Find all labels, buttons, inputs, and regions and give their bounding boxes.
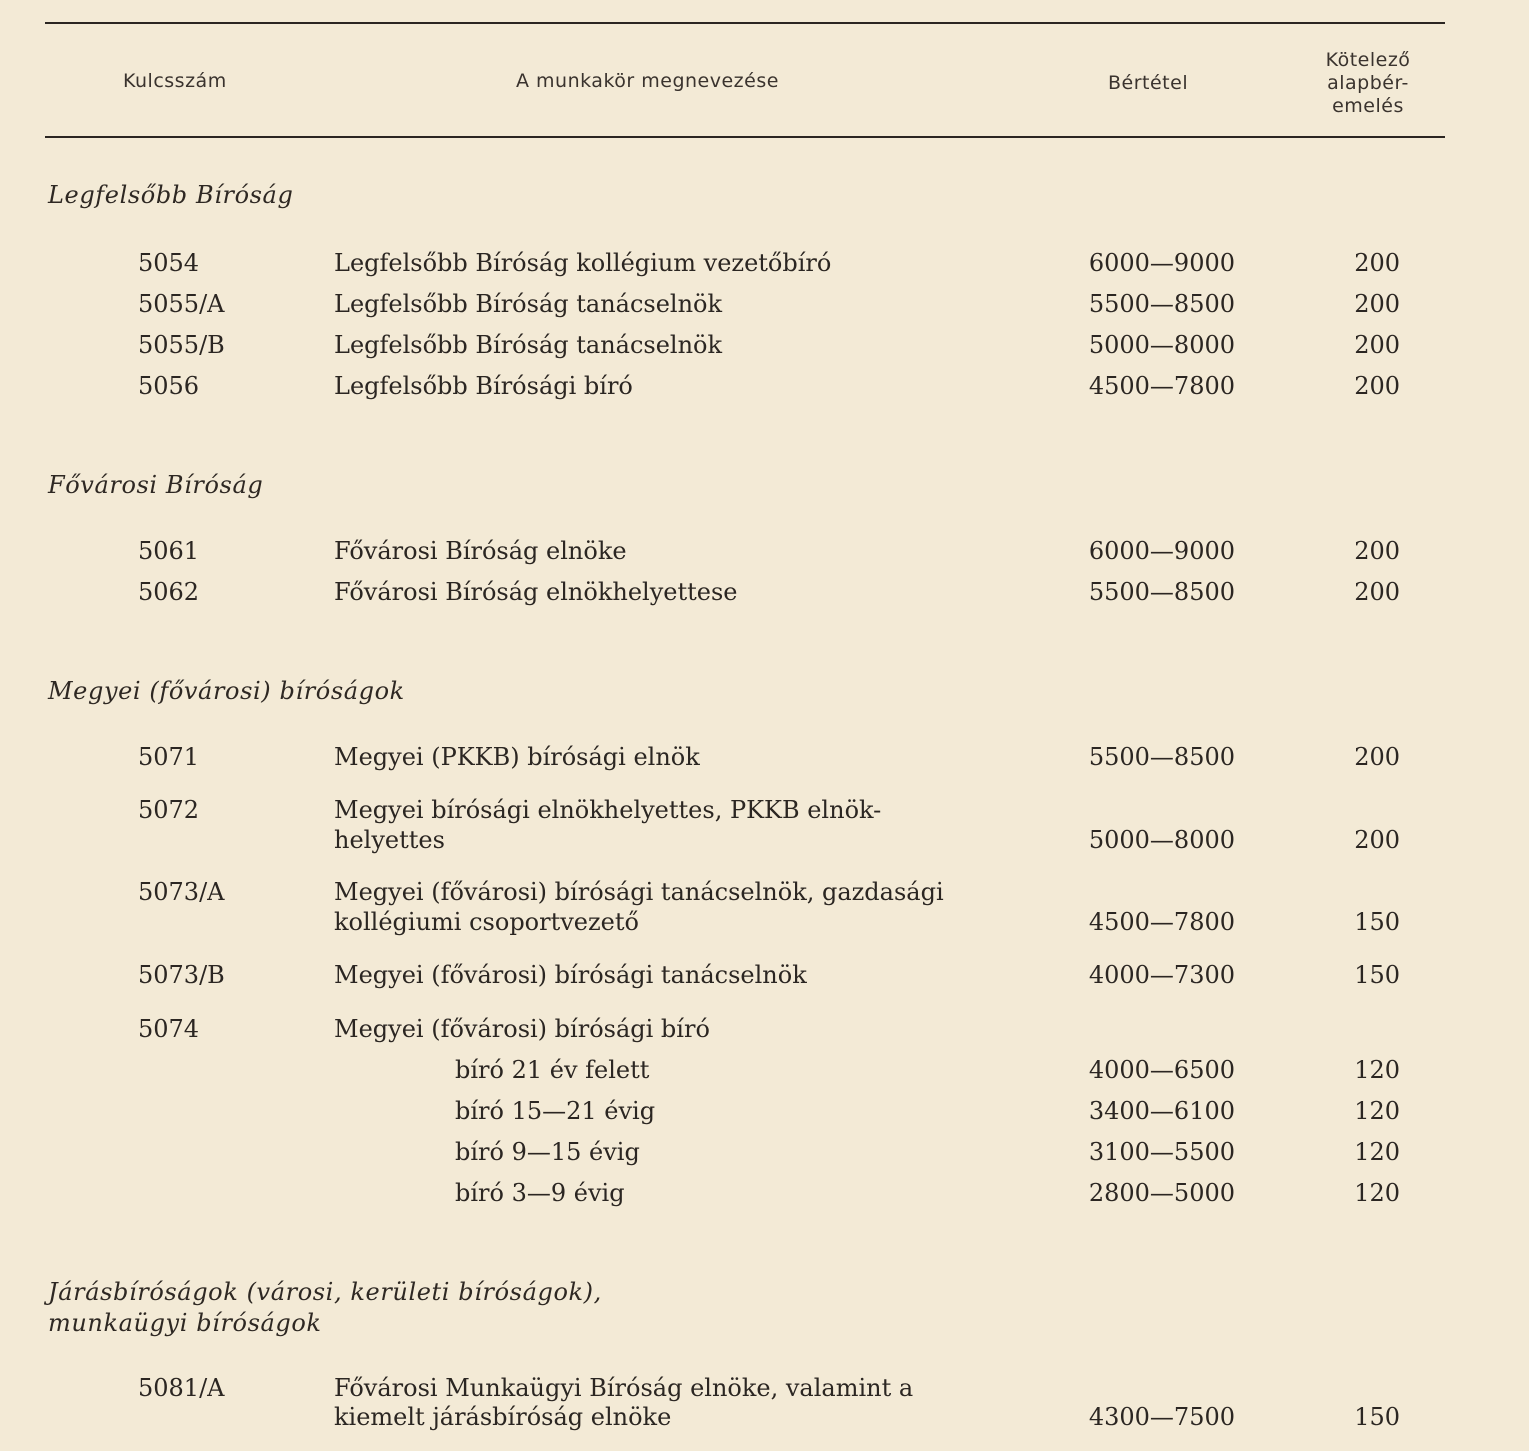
- row-rate: 5500—8500: [1088, 578, 1235, 606]
- top-rule: [45, 22, 1445, 24]
- row-key: 5072: [138, 796, 200, 824]
- subrow-name: bíró 3—9 évig: [455, 1179, 625, 1207]
- row-name: Fővárosi Bíróság elnökhelyettese: [334, 578, 738, 606]
- row-name: Fővárosi Bíróság elnöke: [334, 537, 627, 565]
- section-title-line2: munkaügyi bíróságok: [48, 1309, 322, 1337]
- column-header-raise-line1: Kötelező: [1325, 49, 1411, 71]
- subrow-rate: 4000—6500: [1088, 1056, 1235, 1084]
- row-raise: 150: [1354, 908, 1400, 936]
- row-key: 5054: [138, 249, 200, 277]
- row-name-line: Megyei (fővárosi) bírósági tanácselnök, gazdasági: [334, 878, 944, 906]
- row-rate: 5000—8000: [1088, 826, 1235, 854]
- row-key: 5071: [138, 743, 200, 771]
- row-rate: 4000—7300: [1088, 961, 1235, 989]
- row-rate: 4500—7800: [1088, 908, 1235, 936]
- section-title: Járásbíróságok (városi, kerületi bíróságok),: [48, 1278, 602, 1306]
- column-header-rate: Bértétel: [1108, 72, 1189, 94]
- row-raise: 200: [1354, 331, 1400, 359]
- row-name-line: Megyei bírósági elnökhelyettes, PKKB elnök-: [334, 796, 882, 824]
- section-title: Fővárosi Bíróság: [48, 471, 264, 499]
- row-raise: 200: [1354, 249, 1400, 277]
- column-header-raise-line3: emelés: [1332, 95, 1404, 117]
- row-name: Legfelsőbb Bírósági bíró: [334, 372, 633, 400]
- row-rate: 4300—7500: [1088, 1403, 1235, 1431]
- row-name: Megyei (fővárosi) bírósági bíró: [334, 1015, 710, 1043]
- row-name: Legfelsőbb Bíróság tanácselnök: [334, 331, 723, 359]
- row-key: 5055/A: [138, 290, 225, 318]
- row-raise: 150: [1354, 961, 1400, 989]
- row-key: 5074: [138, 1015, 200, 1043]
- row-raise: 200: [1354, 372, 1400, 400]
- row-raise: 200: [1354, 826, 1400, 854]
- row-name: Megyei (fővárosi) bírósági tanácselnök: [334, 961, 807, 989]
- header-rule: [45, 136, 1445, 138]
- row-name: Megyei (PKKB) bírósági elnök: [334, 743, 700, 771]
- subrow-rate: 3100—5500: [1088, 1138, 1235, 1166]
- row-raise: 200: [1354, 290, 1400, 318]
- row-rate: 6000—9000: [1088, 249, 1235, 277]
- row-rate: 4500—7800: [1088, 372, 1235, 400]
- row-key: 5056: [138, 372, 200, 400]
- row-raise: 150: [1354, 1403, 1400, 1431]
- row-key: 5073/A: [138, 878, 225, 906]
- row-key: 5062: [138, 578, 200, 606]
- subrow-rate: 3400—6100: [1088, 1097, 1235, 1125]
- row-name-line: kollégiumi csoportvezető: [334, 908, 639, 936]
- row-key: 5061: [138, 537, 200, 565]
- row-rate: 5500—8500: [1088, 743, 1235, 771]
- column-header-key: Kulcsszám: [123, 70, 227, 92]
- subrow-raise: 120: [1354, 1097, 1400, 1125]
- row-rate: 6000—9000: [1088, 537, 1235, 565]
- row-name-line: kiemelt járásbíróság elnöke: [334, 1403, 672, 1431]
- row-rate: 5500—8500: [1088, 290, 1235, 318]
- column-header-raise: [1300, 49, 1436, 118]
- row-name: Legfelsőbb Bíróság tanácselnök: [334, 290, 723, 318]
- row-raise: 200: [1354, 537, 1400, 565]
- row-key: 5073/B: [138, 961, 225, 989]
- row-name: Legfelsőbb Bíróság kollégium vezetőbíró: [334, 249, 832, 277]
- row-raise: 200: [1354, 743, 1400, 771]
- subrow-rate: 2800—5000: [1088, 1179, 1235, 1207]
- subrow-name: bíró 9—15 évig: [455, 1138, 640, 1166]
- section-title: Legfelsőbb Bíróság: [48, 181, 294, 209]
- row-key: 5055/B: [138, 331, 225, 359]
- row-name-line: helyettes: [334, 826, 445, 854]
- section-title: Megyei (fővárosi) bíróságok: [48, 677, 405, 705]
- column-header-raise-line2: alapbér-: [1327, 72, 1409, 94]
- subrow-raise: 120: [1354, 1056, 1400, 1084]
- column-header-name: A munkakör megnevezése: [516, 70, 779, 92]
- subrow-raise: 120: [1354, 1138, 1400, 1166]
- row-raise: 200: [1354, 578, 1400, 606]
- row-key: 5081/A: [138, 1374, 225, 1402]
- subrow-raise: 120: [1354, 1179, 1400, 1207]
- subrow-name: bíró 15—21 évig: [455, 1097, 656, 1125]
- subrow-name: bíró 21 év felett: [455, 1056, 650, 1084]
- row-rate: 5000—8000: [1088, 331, 1235, 359]
- row-name-line: Fővárosi Munkaügyi Bíróság elnöke, valamint a: [334, 1374, 914, 1402]
